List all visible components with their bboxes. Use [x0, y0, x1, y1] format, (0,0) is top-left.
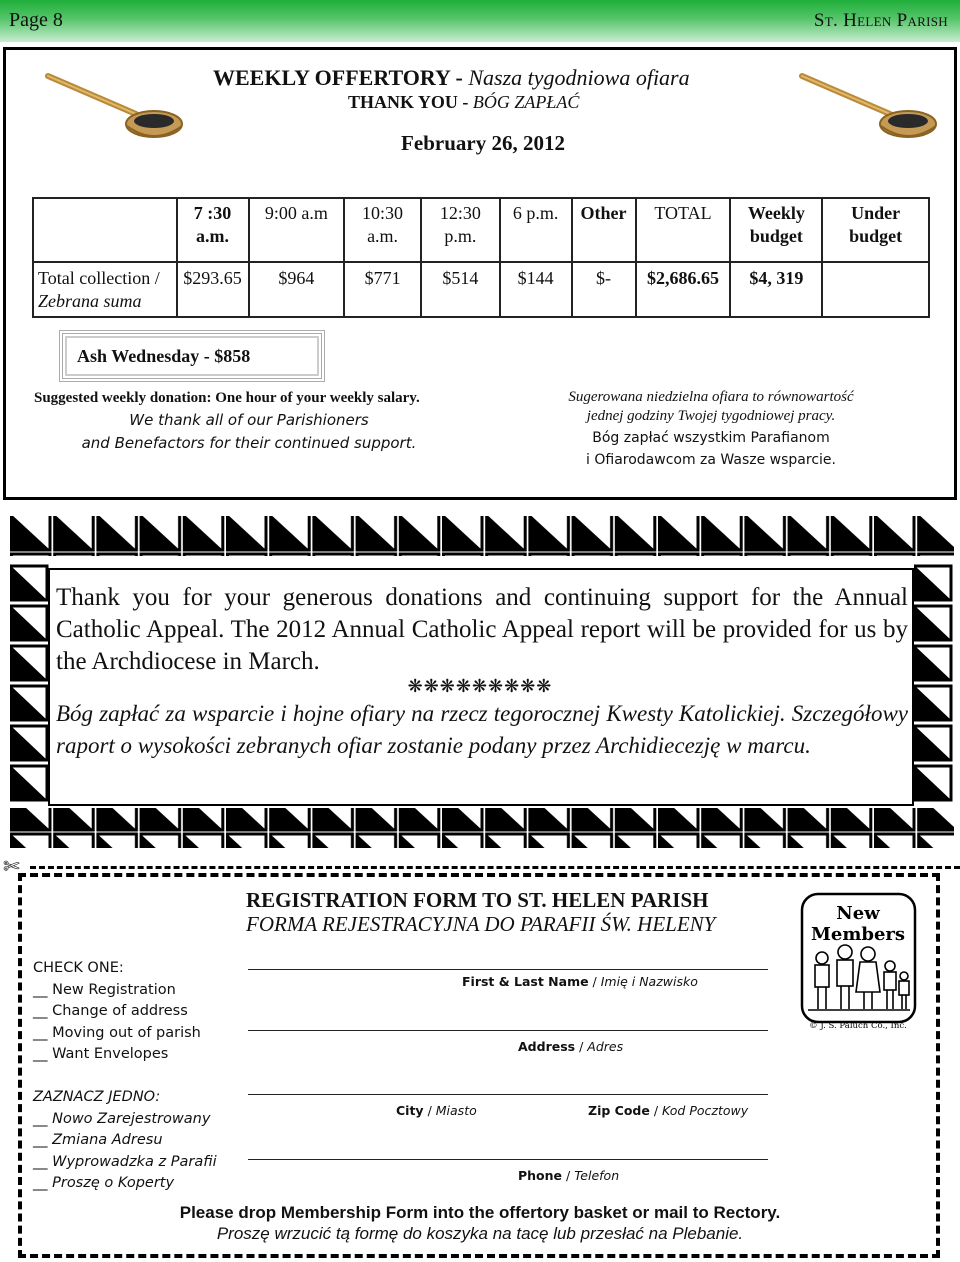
offertory-thanks: THANK YOU - BÓG ZAPŁAĆ: [348, 92, 580, 112]
list-item[interactable]: __ Change of address: [33, 1003, 188, 1019]
table-cell: [822, 262, 929, 317]
list-item[interactable]: __ Zmiana Adresu: [33, 1132, 163, 1148]
registration-title-pl: FORMA REJESTRACYJNA DO PARAFII ŚW. HELENY: [246, 912, 716, 936]
registration-title: REGISTRATION FORM TO ST. HELEN PARISH: [246, 888, 709, 912]
list-item[interactable]: __ Proszę o Koperty: [33, 1175, 175, 1191]
offertory-title: WEEKLY OFFERTORY - Nasza tygodniowa ofiara: [213, 65, 690, 90]
suggested-donation-pl: jednej godziny Twojej tygodniowej pracy.: [586, 408, 836, 424]
thank-you-line: and Benefactors for their continued support.: [81, 434, 417, 452]
suggested-donation-en: Suggested weekly donation: One hour of your weekly salary.: [34, 390, 420, 406]
scissors-icon: ✄: [3, 856, 20, 878]
phone-field[interactable]: [248, 1159, 768, 1160]
parish-name: St. Helen Parish: [813, 10, 948, 31]
table-header: [33, 198, 177, 262]
table-cell: $771: [344, 262, 421, 317]
table-header: 9:00 a.m: [249, 198, 345, 262]
table-cell: $293.65: [177, 262, 249, 317]
table-header-row: [33, 198, 929, 262]
new-members-logo: [800, 892, 917, 1032]
collection-table: [32, 197, 930, 318]
table-header: Other: [572, 198, 636, 262]
list-item[interactable]: __ Nowo Zarejestrowany: [33, 1110, 211, 1127]
svg-text:New: New: [836, 903, 880, 924]
check-heading-pl: ZAZNACZ JEDNO:: [33, 1089, 161, 1105]
table-cell: $964: [249, 262, 345, 317]
ash-wednesday-box: [59, 330, 325, 382]
thank-you-line-pl: Bóg zapłać wszystkim Parafianom: [592, 430, 830, 446]
thanks-polish: [546, 388, 876, 471]
check-one-list-en: [33, 958, 201, 1066]
page-header: [0, 0, 960, 42]
phone-field-label: Phone / Telefon: [518, 1168, 620, 1183]
table-cell: $2,686.65: [636, 262, 731, 317]
check-one-list-pl: [33, 1087, 217, 1195]
star-divider: ❋❋❋❋❋❋❋❋❋: [407, 676, 553, 696]
table-header: 7 :30 a.m.: [177, 198, 249, 262]
table-header: Under budget: [822, 198, 929, 262]
thank-you-line: We thank all of our Parishioners: [129, 411, 369, 429]
thanks-english: [34, 390, 464, 455]
appeal-text-pl: Bóg zapłać za wsparcie i hojne ofiary na rzecz tegorocznej Kwesty Katolickiej. Szczegółowy raport o wysokości zebranych ofiar zostanie podany przez Archidiecezję w marcu.: [56, 701, 908, 758]
drop-instructions-pl: Proszę wrzucić tą formę do koszyka na tacę lub przesłać na Plebanie.: [216, 1224, 744, 1243]
list-item[interactable]: __ New Registration: [33, 981, 176, 998]
drop-instructions-en: Please drop Membership Form into the offertory basket or mail to Rectory.: [179, 1203, 781, 1222]
table-row: [33, 262, 929, 317]
appeal-text-en: Thank you for your generous donations and continuing support for the Annual Catholic Appeal. The 2012 Annual Catholic Appeal report will be provided for us by the Archdiocese in March.: [56, 584, 908, 675]
list-item[interactable]: __ Moving out of parish: [33, 1024, 201, 1041]
table-header: 6 p.m.: [500, 198, 572, 262]
table-header: 12:30 p.m.: [421, 198, 500, 262]
offertory-date: February 26, 2012: [401, 131, 565, 155]
table-cell: $514: [421, 262, 500, 317]
table-header: 10:30 a.m.: [344, 198, 421, 262]
table-cell: $144: [500, 262, 572, 317]
address-field-label: Address / Adres: [518, 1039, 624, 1054]
ash-wednesday-total: Ash Wednesday - $858: [77, 346, 251, 366]
cut-line: [30, 866, 960, 869]
suggested-donation-pl: Sugerowana niedzielna ofiara to równowartość: [568, 389, 854, 405]
name-field-label: First & Last Name / Imię i Nazwisko: [462, 974, 698, 989]
list-item[interactable]: __ Want Envelopes: [33, 1046, 169, 1062]
city-zip-field[interactable]: [248, 1094, 768, 1095]
address-field[interactable]: [248, 1030, 768, 1031]
list-item[interactable]: __ Wyprowadzka z Parafii: [33, 1153, 217, 1170]
thank-you-line-pl: i Ofiarodawcom za Wasze wsparcie.: [586, 452, 836, 468]
name-field[interactable]: [248, 969, 768, 970]
svg-text:Members: Members: [810, 924, 906, 945]
check-heading-en: CHECK ONE:: [33, 960, 124, 976]
table-header: TOTAL: [636, 198, 731, 262]
city-field-label: City / Miasto: [396, 1103, 477, 1118]
zip-field-label: Zip Code / Kod Pocztowy: [588, 1103, 749, 1118]
svg-text:© J. S. Paluch Co., Inc.: © J. S. Paluch Co., Inc.: [809, 1021, 907, 1031]
row-label: Total collection / Zebrana suma: [33, 262, 177, 317]
table-cell: $-: [572, 262, 636, 317]
page-number: Page 8: [9, 9, 63, 31]
table-header: Weekly budget: [730, 198, 822, 262]
table-cell: $4, 319: [730, 262, 822, 317]
offertory-section: [3, 47, 957, 500]
